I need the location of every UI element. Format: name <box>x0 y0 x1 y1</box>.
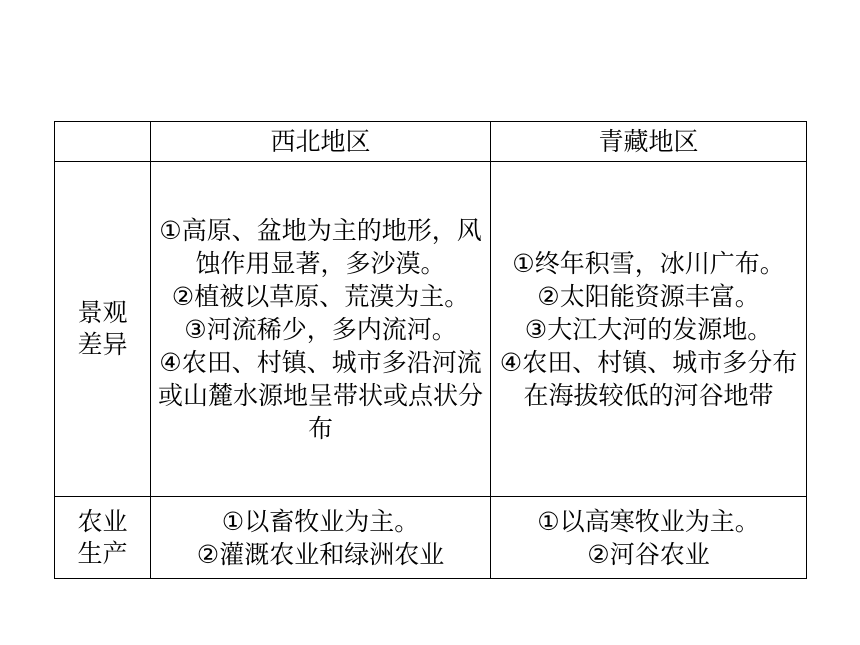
row-label-line: 景观 <box>77 298 128 327</box>
qinghai-tibet-agriculture-cell <box>491 497 807 579</box>
northwest-agriculture-cell <box>151 497 491 579</box>
corner-cell <box>55 122 151 162</box>
row-label-line: 生产 <box>77 538 128 568</box>
list-item: ④农田、村镇、城市多沿河流或山麓水源地呈带状或点状分布 <box>157 347 483 443</box>
landscape-row <box>55 162 807 497</box>
header-row <box>55 122 807 162</box>
row-label-agriculture <box>55 497 151 579</box>
list-item: ②植被以草原、荒漠为主。 <box>171 281 470 311</box>
agriculture-row <box>55 497 807 579</box>
northwest-landscape-cell <box>151 162 491 497</box>
row-label-line: 差异 <box>77 330 128 359</box>
list-item: ③大江大河的发源地。 <box>524 314 773 344</box>
list-item: ①以畜牧业为主。 <box>221 506 420 536</box>
list-item: ②河谷农业 <box>587 539 710 569</box>
row-label-landscape <box>55 162 151 497</box>
header-qinghai-tibet: 青藏地区 <box>491 122 807 162</box>
qinghai-tibet-landscape-cell <box>491 162 807 497</box>
list-item: ②太阳能资源丰富。 <box>537 281 760 311</box>
row-label-line: 农业 <box>77 506 128 536</box>
comparison-table <box>54 121 807 579</box>
list-item: ①高原、盆地为主的地形，风蚀作用显著，多沙漠。 <box>159 215 482 278</box>
list-item: ①以高寒牧业为主。 <box>537 506 760 536</box>
list-item: ③河流稀少，多内流河。 <box>184 314 457 344</box>
list-item: ①终年积雪，冰川广布。 <box>512 248 785 278</box>
list-item: ④农田、村镇、城市多分布在海拔较低的河谷地带 <box>499 347 798 410</box>
list-item: ②灌溉农业和绿洲农业 <box>196 539 445 569</box>
header-northwest: 西北地区 <box>151 122 491 162</box>
